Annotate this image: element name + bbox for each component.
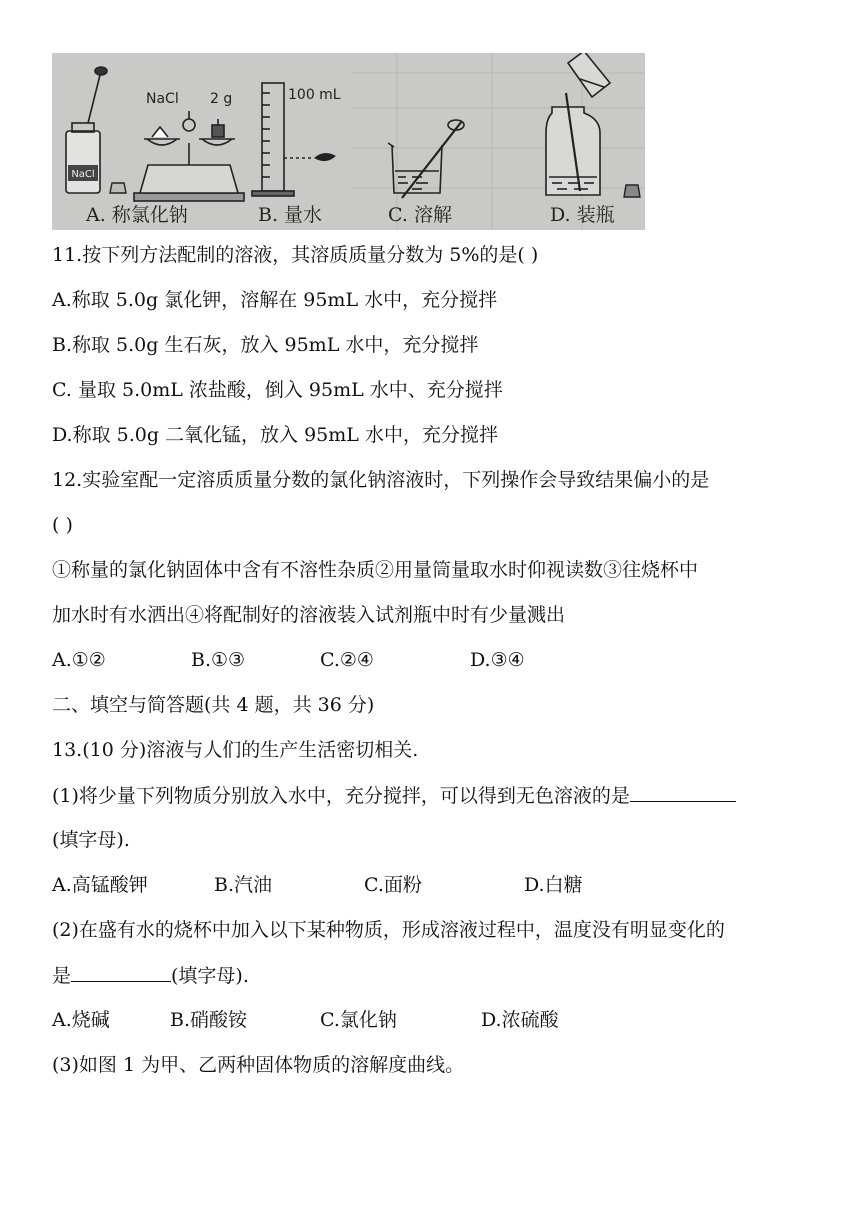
balance-icon [134, 111, 244, 201]
q11-option-a: A.称取 5.0g 氯化钾，溶解在 95mL 水中，充分搅拌 [52, 289, 498, 311]
q12-option-b: B.①③ [191, 649, 246, 671]
label-volume: 100 mL [288, 87, 341, 103]
q13-part1-answer-blank[interactable] [630, 783, 736, 802]
q12-body-line1: ①称量的氯化钠固体中含有不溶性杂质②用量筒量取水时仰视读数③往烧杯中 [52, 559, 699, 581]
q13-part2-line1: (2)在盛有水的烧杯中加入以下某种物质，形成溶液过程中，温度没有明显变化的 [52, 919, 725, 941]
q13-part2-option-c: C.氯化钠 [320, 1009, 397, 1031]
q13-part1-option-a: A.高锰酸钾 [52, 874, 148, 896]
beaker-icon [388, 120, 464, 198]
q12-body-line2: 加水时有水洒出④将配制好的溶液装入试剂瓶中时有少量溅出 [52, 604, 566, 626]
q13-part2-option-d: D.浓硫酸 [481, 1009, 559, 1031]
q13-part1-option-d: D.白糖 [524, 874, 583, 896]
label-mass: 2 g [210, 91, 233, 107]
q11-option-d: D.称取 5.0g 二氧化锰，放入 95mL 水中，充分搅拌 [52, 424, 498, 446]
q11-option-c: C. 量取 5.0mL 浓盐酸，倒入 95mL 水中、充分搅拌 [52, 379, 503, 401]
caption-a: A. 称氯化钠 [86, 204, 188, 226]
q13-part1-option-c: C.面粉 [364, 874, 422, 896]
q13-part2-line2 [52, 963, 249, 988]
eye-icon [314, 153, 336, 161]
caption-b: B. 量水 [258, 204, 323, 226]
q13-part1-option-b: B.汽油 [214, 874, 273, 896]
q12-option-c: C.②④ [320, 649, 374, 671]
section-heading: 二、填空与简答题(共 4 题，共 36 分) [52, 694, 375, 716]
q11-stem: 11.按下列方法配制的溶液，其溶质质量分数为 5%的是( ) [52, 244, 539, 266]
q13-part1-text: (1)将少量下列物质分别放入水中，充分搅拌，可以得到无色溶液的是 [52, 785, 630, 807]
q13-part2-option-a: A.烧碱 [52, 1009, 110, 1031]
bottle-label: NaCl [71, 169, 95, 180]
q13-part3: (3)如图 1 为甲、乙两种固体物质的溶解度曲线。 [52, 1054, 465, 1076]
q12-option-a: A.①② [52, 649, 106, 671]
q13-part2-prefix: 是 [52, 965, 72, 987]
q12-answer-parens: ( ) [52, 514, 73, 536]
storage-bottle-icon [546, 53, 610, 195]
label-nacl: NaCl [146, 91, 179, 107]
q13-part1-line2: (填字母). [52, 829, 130, 851]
q13-part1-line1 [52, 783, 736, 808]
q12-option-d: D.③④ [470, 649, 525, 671]
experiment-figure [52, 53, 645, 230]
bottle-cap-icon [624, 185, 640, 197]
q13-part2-answer-blank[interactable] [71, 963, 171, 982]
q13-part2-suffix: (填字母). [171, 965, 249, 987]
caption-d: D. 装瓶 [550, 204, 615, 226]
stopper-icon [110, 183, 126, 193]
q13-stem: 13.(10 分)溶液与人们的生产生活密切相关. [52, 739, 419, 761]
q13-part2-option-b: B.硝酸铵 [170, 1009, 248, 1031]
q11-option-b: B.称取 5.0g 生石灰，放入 95mL 水中，充分搅拌 [52, 334, 479, 356]
q12-stem: 12.实验室配一定溶质质量分数的氯化钠溶液时，下列操作会导致结果偏小的是 [52, 469, 710, 491]
caption-c: C. 溶解 [388, 204, 452, 226]
